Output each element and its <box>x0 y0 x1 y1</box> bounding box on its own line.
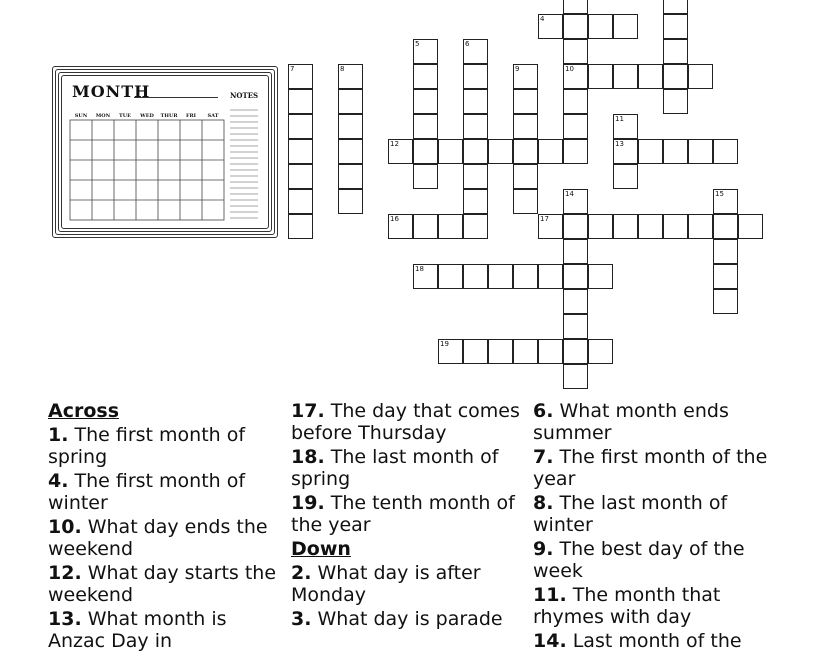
cell-number: 6 <box>465 40 470 48</box>
clue-number: 11. <box>533 584 567 606</box>
cell-number: 8 <box>340 65 345 73</box>
grid-cell[interactable] <box>563 289 588 314</box>
calendar-day-fri: FRI <box>185 113 197 119</box>
clue-text: The best day of the week <box>533 538 745 582</box>
grid-cell[interactable] <box>588 264 613 289</box>
grid-cell[interactable] <box>413 139 438 164</box>
grid-cell[interactable] <box>613 164 638 189</box>
grid-cell[interactable] <box>713 264 738 289</box>
grid-cell[interactable] <box>413 64 438 89</box>
grid-cell[interactable] <box>413 114 438 139</box>
grid-cell[interactable] <box>738 214 763 239</box>
grid-cell[interactable] <box>563 139 588 164</box>
down-clue <box>533 630 773 652</box>
clue-number: 18. <box>291 446 325 468</box>
across-heading: Across <box>48 400 120 422</box>
grid-cell[interactable] <box>613 64 638 89</box>
grid-cell[interactable] <box>513 164 538 189</box>
grid-cell[interactable] <box>638 139 663 164</box>
down-clue <box>533 400 773 444</box>
cell-number: 10 <box>565 65 574 73</box>
calendar-day-wed: WED <box>140 113 154 119</box>
down-clue <box>291 608 527 630</box>
grid-cell[interactable] <box>513 139 538 164</box>
grid-cell[interactable] <box>338 89 363 114</box>
grid-cell[interactable] <box>563 364 588 389</box>
clue-number: 19. <box>291 492 325 514</box>
down-heading: Down <box>291 538 351 560</box>
grid-cell[interactable] <box>463 339 488 364</box>
grid-cell[interactable] <box>288 139 313 164</box>
grid-cell[interactable] <box>688 214 713 239</box>
grid-cell[interactable] <box>588 64 613 89</box>
calendar-day-sun: SUN <box>74 113 88 119</box>
clue-text: What month is Anzac Day in <box>48 608 227 652</box>
grid-cell[interactable] <box>563 314 588 339</box>
clue-text: Last month of the <box>572 630 742 652</box>
grid-cell[interactable] <box>638 64 663 89</box>
cell-number: 7 <box>290 65 295 73</box>
grid-cell[interactable] <box>338 114 363 139</box>
clue-text: The first month of winter <box>48 470 246 514</box>
grid-cell[interactable] <box>488 339 513 364</box>
grid-cell[interactable] <box>563 14 588 39</box>
calendar-notes-label: NOTES <box>230 91 259 100</box>
cell-number: 19 <box>440 340 449 348</box>
cell-number: 13 <box>615 140 624 148</box>
grid-cell[interactable] <box>413 214 438 239</box>
calendar-day-tue: TUE <box>119 113 131 119</box>
grid-cell[interactable] <box>288 214 313 239</box>
down-clue <box>533 446 773 490</box>
clue-text: The first month of spring <box>48 424 246 468</box>
clue-number: 8. <box>533 492 554 514</box>
down-clue <box>291 562 527 606</box>
cell-number: 15 <box>715 190 724 198</box>
across-clue <box>291 446 527 490</box>
cell-number: 5 <box>415 40 420 48</box>
grid-cell[interactable] <box>463 64 488 89</box>
clues-column-1 <box>48 400 286 654</box>
calendar-day-sat: SAT <box>207 113 219 119</box>
grid-cell[interactable] <box>513 339 538 364</box>
clues-column-2 <box>291 400 527 632</box>
grid-cell[interactable] <box>688 139 713 164</box>
grid-cell[interactable] <box>588 14 613 39</box>
grid-cell[interactable] <box>338 164 363 189</box>
clue-text: What day ends the weekend <box>48 516 268 560</box>
grid-cell[interactable] <box>488 139 513 164</box>
calendar-month-label: MONTH <box>72 82 151 101</box>
clue-number: 17. <box>291 400 325 422</box>
grid-cell[interactable] <box>713 239 738 264</box>
calendar-day-mon: MON <box>95 113 111 119</box>
grid-cell[interactable] <box>663 139 688 164</box>
clue-number: 9. <box>533 538 554 560</box>
grid-cell[interactable] <box>463 189 488 214</box>
clue-number: 10. <box>48 516 82 538</box>
grid-cell[interactable] <box>563 239 588 264</box>
grid-cell[interactable] <box>538 339 563 364</box>
down-clue <box>533 538 773 582</box>
clue-text: The first month of the year <box>533 446 768 490</box>
cell-number: 12 <box>390 140 399 148</box>
clue-text: The last month of spring <box>291 446 499 490</box>
cell-number: 4 <box>540 15 545 23</box>
grid-cell[interactable] <box>563 0 588 14</box>
grid-cell[interactable] <box>613 14 638 39</box>
calendar-grid <box>52 66 278 238</box>
grid-cell[interactable] <box>438 139 463 164</box>
grid-cell[interactable] <box>513 189 538 214</box>
grid-cell[interactable] <box>513 114 538 139</box>
down-clue <box>533 492 773 536</box>
clue-number: 13. <box>48 608 82 630</box>
cell-number: 17 <box>540 215 549 223</box>
grid-cell[interactable] <box>663 214 688 239</box>
grid-cell[interactable] <box>463 164 488 189</box>
clue-text: What day starts the weekend <box>48 562 277 606</box>
grid-cell[interactable] <box>288 89 313 114</box>
clues-column-3 <box>533 400 773 654</box>
grid-cell[interactable] <box>613 214 638 239</box>
grid-cell[interactable] <box>563 264 588 289</box>
grid-cell[interactable] <box>713 214 738 239</box>
grid-cell[interactable] <box>338 139 363 164</box>
grid-cell[interactable] <box>713 139 738 164</box>
cell-number: 9 <box>515 65 520 73</box>
grid-cell[interactable] <box>663 89 688 114</box>
grid-cell[interactable] <box>688 64 713 89</box>
grid-cell[interactable] <box>463 89 488 114</box>
grid-cell[interactable] <box>563 214 588 239</box>
grid-cell[interactable] <box>338 189 363 214</box>
cell-number: 16 <box>390 215 399 223</box>
grid-cell[interactable] <box>288 189 313 214</box>
grid-cell[interactable] <box>438 214 463 239</box>
grid-cell[interactable] <box>463 139 488 164</box>
calendar-day-thur: THUR <box>160 113 178 119</box>
across-clue <box>48 424 286 468</box>
grid-cell[interactable] <box>438 264 463 289</box>
clue-text: What day is after Monday <box>291 562 481 606</box>
clue-number: 6. <box>533 400 554 422</box>
grid-cell[interactable] <box>563 89 588 114</box>
cell-number: 11 <box>615 115 624 123</box>
grid-cell[interactable] <box>413 164 438 189</box>
grid-cell[interactable] <box>413 89 438 114</box>
grid-cell[interactable] <box>463 214 488 239</box>
grid-cell[interactable] <box>538 264 563 289</box>
calendar-illustration <box>52 66 278 238</box>
grid-cell[interactable] <box>538 139 563 164</box>
grid-cell[interactable] <box>513 89 538 114</box>
across-clue <box>48 470 286 514</box>
clue-number: 2. <box>291 562 312 584</box>
clue-text: The day that comes before Thursday <box>291 400 520 444</box>
clue-text: What month ends summer <box>533 400 729 444</box>
grid-cell[interactable] <box>463 114 488 139</box>
across-clue <box>48 516 286 560</box>
grid-cell[interactable] <box>488 264 513 289</box>
grid-cell[interactable] <box>563 114 588 139</box>
clue-number: 1. <box>48 424 69 446</box>
grid-cell[interactable] <box>663 14 688 39</box>
across-clue <box>48 562 286 606</box>
clue-number: 7. <box>533 446 554 468</box>
grid-cell[interactable] <box>663 64 688 89</box>
clue-text: The last month of winter <box>533 492 728 536</box>
grid-cell[interactable] <box>663 0 688 14</box>
grid-cell[interactable] <box>663 39 688 64</box>
across-clue <box>291 400 527 444</box>
grid-cell[interactable] <box>638 214 663 239</box>
grid-cell[interactable] <box>588 339 613 364</box>
grid-cell[interactable] <box>563 339 588 364</box>
grid-cell[interactable] <box>563 39 588 64</box>
grid-cell[interactable] <box>588 214 613 239</box>
clue-text: The tenth month of the year <box>291 492 515 536</box>
grid-cell[interactable] <box>713 289 738 314</box>
cell-number: 18 <box>415 265 424 273</box>
cell-number: 14 <box>565 190 574 198</box>
clue-text: The month that rhymes with day <box>533 584 721 628</box>
grid-cell[interactable] <box>288 164 313 189</box>
grid-cell[interactable] <box>463 264 488 289</box>
clue-number: 14. <box>533 630 567 652</box>
across-clue <box>48 608 286 652</box>
clue-number: 12. <box>48 562 82 584</box>
down-clue <box>533 584 773 628</box>
across-clue <box>291 492 527 536</box>
clue-text: What day is parade <box>317 608 503 630</box>
clue-number: 3. <box>291 608 312 630</box>
grid-cell[interactable] <box>513 264 538 289</box>
clue-number: 4. <box>48 470 69 492</box>
grid-cell[interactable] <box>288 114 313 139</box>
